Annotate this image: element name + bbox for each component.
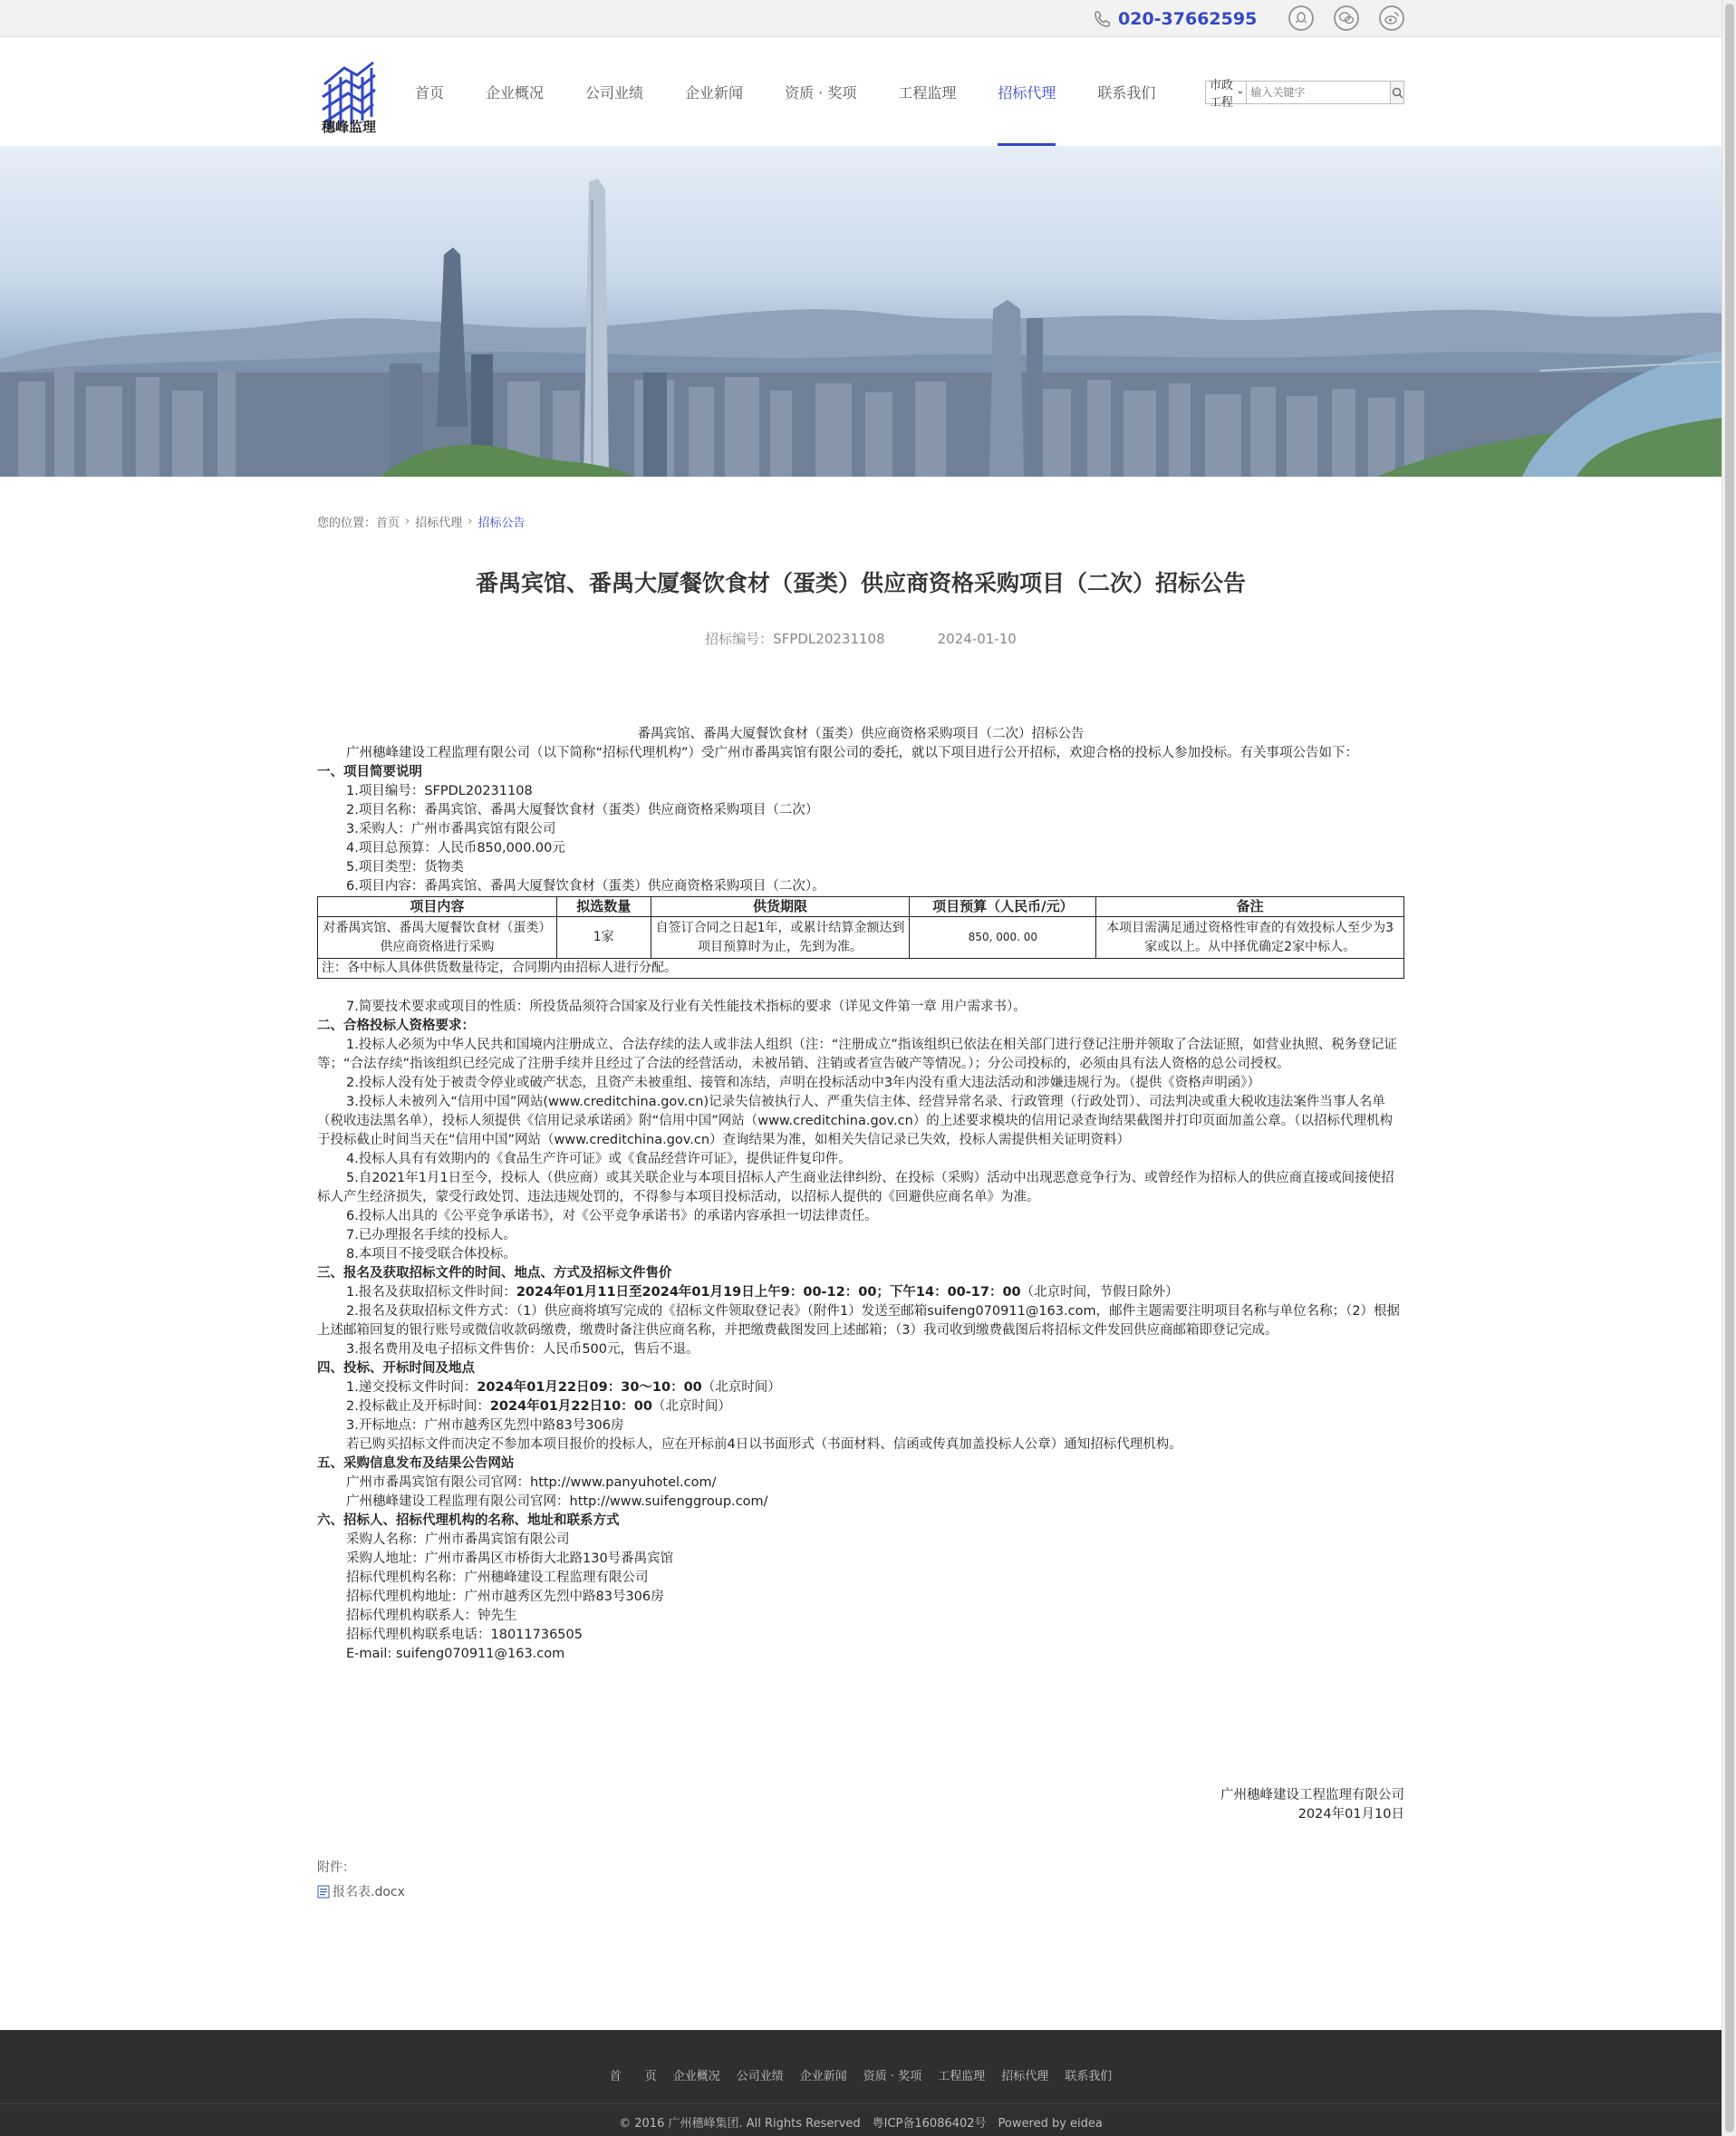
nav-qualifications-awards[interactable]: 资质 · 奖项 — [785, 83, 857, 101]
list-item: 2.项目名称：番禺宾馆、番禺大厦餐饮食材（蛋类）供应商资格采购项目（二次） — [346, 803, 819, 817]
top-bar — [0, 0, 1722, 37]
breadcrumb-tender-agency[interactable]: 招标代理 — [415, 517, 463, 530]
article-title: 番禺宾馆、番禺大厦餐饮食材（蛋类）供应商资格采购项目（二次）招标公告 — [475, 570, 1246, 596]
table-cell: 本项目需满足通过资格性审查的有效投标人至少为3家或以上。从中择优确定2家中标人。 — [1096, 917, 1404, 959]
footer-link-company-news[interactable]: 企业新闻 — [799, 2070, 847, 2083]
footer-link-tender-agency[interactable]: 招标代理 — [1001, 2070, 1049, 2083]
article-body — [317, 725, 1404, 1664]
list-item: 采购人名称：广州市番禺宾馆有限公司 — [346, 1532, 570, 1547]
site-header — [0, 37, 1722, 146]
phone-number: 020-37662595 — [1118, 9, 1258, 29]
breadcrumb-current[interactable]: 招标公告 — [477, 517, 526, 530]
list-item: 5.项目类型：货物类 — [346, 860, 464, 875]
chevron-right-icon: › — [468, 515, 473, 528]
nav-company-overview[interactable]: 企业概况 — [486, 83, 545, 101]
breadcrumb-home[interactable]: 首页 — [376, 517, 400, 530]
list-item: E-mail: suifeng070911@163.com — [346, 1647, 565, 1661]
wechat-icon[interactable] — [1334, 5, 1359, 31]
footer-link-engineering-supervision[interactable]: 工程监理 — [938, 2070, 986, 2083]
list-item: 3.报名费用及电子招标文件售价：人民币500元，售后不退。 — [346, 1342, 699, 1357]
body-title: 番禺宾馆、番禺大厦餐饮食材（蛋类）供应商资格采购项目（二次）招标公告 — [637, 727, 1085, 741]
website-link[interactable]: 广州市番禺宾馆有限公司官网：http://www.panyuhotel.com/ — [346, 1475, 717, 1490]
list-item: 3.开标地点：广州市越秀区先烈中路83号306房 — [346, 1418, 624, 1433]
table-row — [318, 917, 1404, 959]
footer-nav — [0, 2066, 1722, 2083]
list-item: 招标代理机构联系电话：18011736505 — [346, 1628, 583, 1642]
list-item: 8.本项目不接受联合体投标。 — [346, 1247, 516, 1261]
list-item: 2.投标截止及开标时间：2024年01月22日10：00（北京时间） — [346, 1399, 731, 1414]
nav-home[interactable]: 首页 — [415, 83, 445, 101]
list-item: 5.自2021年1月1日至今，投标人（供应商）或其关联企业与本项目招标人产生商业法律纠纷、在投标（采购）活动中出现恶意竞争行为、或曾经作为招标人的供应商直接或间接使招标人产生经济损失，蒙受行政处罚、违法违规处罚的，不得参与本项目投标活动，以招标人提供的《回避供应商名单》为准。 — [317, 1171, 1394, 1204]
attachment-filename: 报名表.docx — [333, 1885, 405, 1899]
list-item: 若已购买招标文件而决定不参加本项目报价的投标人，应在开标前4日以书面形式（书面材料、信函或传真加盖投标人公章）通知招标代理机构。 — [346, 1437, 1182, 1452]
document-icon — [317, 1885, 331, 1899]
list-item: 6.投标人出具的《公平竞争承诺书》，对《公平竞争承诺书》的承诺内容承担一切法律责任。 — [346, 1209, 878, 1223]
search-box — [1205, 79, 1404, 110]
page-scrollbar[interactable] — [1722, 0, 1736, 2136]
breadcrumb-prefix: 您的位置： — [317, 517, 377, 530]
table-note: 注：各中标人具体供货数量待定，合同期内由招标人进行分配。 — [318, 959, 1404, 979]
list-item: 1.报名及获取招标文件时间：2024年01月11日至2024年01月19日上午9：00-12：00；下午14：00-17：00（北京时间，节假日除外） — [346, 1285, 1179, 1300]
section-heading: 五、采购信息发布及结果公告网站 — [317, 1456, 515, 1471]
article-code: 招标编号：SFPDL20231108 — [705, 631, 885, 647]
nav-contact-us[interactable]: 联系我们 — [1097, 83, 1156, 101]
site-footer — [0, 2030, 1722, 2136]
qq-icon[interactable] — [1288, 5, 1314, 31]
section-heading: 六、招标人、招标代理机构的名称、地址和联系方式 — [317, 1513, 620, 1528]
article-meta — [317, 629, 1404, 648]
section-heading: 三、报名及获取招标文件的时间、地点、方式及招标文件售价 — [317, 1266, 672, 1281]
attachment-label: 附件： — [317, 1861, 355, 1875]
list-item: 1.项目编号：SFPDL20231108 — [346, 784, 533, 798]
nav-engineering-supervision[interactable]: 工程监理 — [898, 83, 957, 101]
list-item: 3.采购人：广州市番禺宾馆有限公司 — [346, 822, 556, 836]
list-item: 采购人地址：广州市番禺区市桥街大北路130号番禺宾馆 — [346, 1551, 674, 1566]
list-item: 6.项目内容：番禺宾馆、番禺大厦餐饮食材（蛋类）供应商资格采购项目（二次）。 — [346, 879, 825, 894]
list-item: 招标代理机构名称：广州穗峰建设工程监理有限公司 — [346, 1571, 649, 1585]
section-heading: 一、项目简要说明 — [317, 765, 422, 779]
chevron-down-icon — [1238, 90, 1242, 95]
list-item: 4.投标人具有有效期内的《食品生产许可证》或《食品经营许可证》，提供证件复印件。 — [346, 1152, 852, 1166]
search-icon — [1392, 87, 1403, 99]
website-link[interactable]: 广州穗峰建设工程监理有限公司官网：http://www.suifenggroup.com/ — [346, 1494, 768, 1509]
project-table — [317, 896, 1404, 979]
attachment-link[interactable] — [317, 1882, 405, 1900]
phone-contact[interactable] — [1093, 7, 1257, 31]
nav-tender-agency[interactable]: 招标代理 — [998, 37, 1056, 146]
list-item: 2.投标人没有处于被责令停业或破产状态，且资产未被重组、接管和冻结，声明在投标活动中3年内没有重大违法活动和涉嫌违规行为。（提供《资格声明函》） — [346, 1076, 1261, 1090]
table-header: 拟选数量 — [556, 897, 651, 917]
intro-paragraph: 广州穗峰建设工程监理有限公司（以下简称“招标代理机构”）受广州市番禺宾馆有限公司的委托，就以下项目进行公开招标，欢迎合格的投标人参加投标。有关事项公告如下： — [346, 746, 1359, 760]
table-cell: 自签订合同之日起1年，或累计结算金额达到项目预算时为止，先到为准。 — [651, 917, 910, 959]
weibo-icon[interactable] — [1379, 5, 1404, 31]
list-item: 7.简要技术要求或项目的性质：所投货品须符合国家及行业有关性能技术指标的要求（详见文件第一章 用户需求书）。 — [346, 1000, 1027, 1014]
signature-company: 广州穗峰建设工程监理有限公司 — [1220, 1788, 1404, 1803]
footer-link-home[interactable]: 首 页 — [609, 2070, 657, 2083]
table-header: 项目内容 — [318, 897, 557, 917]
logo-text: 穗峰监理 — [321, 119, 376, 135]
search-category-select[interactable]: 市政工程 — [1206, 82, 1247, 103]
table-header: 项目预算（人民币/元） — [910, 897, 1096, 917]
list-item: 4.项目总预算：人民币850,000.00元 — [346, 841, 565, 855]
section-heading: 二、合格投标人资格要求： — [317, 1019, 475, 1033]
city-skyline-banner — [0, 146, 1722, 477]
list-item: 招标代理机构联系人：钟先生 — [346, 1609, 517, 1623]
article-date: 2024-01-10 — [937, 631, 1017, 647]
footer-link-company-overview[interactable]: 企业概况 — [672, 2070, 720, 2083]
table-header-row — [318, 897, 1404, 917]
footer-copyright: © 2016 广州穗峰集团. All Rights Reserved 粤ICP备16086402号 Powered by eidea — [619, 2117, 1103, 2131]
list-item: 1.投标人必须为中华人民共和国境内注册成立、合法存续的法人或非法人组织（注：“注册成立”指该组织已依法在相关部门进行登记注册并领取了合法证照，如营业执照、税务登记证等；“合法存续”指该组织已经完成了注册手续并且经过了合法的经营活动，未被吊销、注销或者宣告破产等情况。）；分公司投标的，必须由具有法人资格的总公司授权。 — [317, 1038, 1397, 1071]
nav-company-news[interactable]: 企业新闻 — [685, 83, 744, 101]
footer-link-company-performance[interactable]: 公司业绩 — [736, 2070, 784, 2083]
list-item: 2.报名及获取招标文件方式：（1）供应商将填写完成的《招标文件领取登记表》（附件1）发送至邮箱suifeng070911@163.com，邮件主题需要注明项目名称与单位名称；（2）根据上述邮箱回复的银行账号或微信收款码缴费，缴费时备注供应商名称，并把缴费截图发回上述邮箱；（3）我司收到缴费截图后将招标文件发回供应商邮箱即登记完成。 — [317, 1304, 1401, 1338]
scrollbar-thumb[interactable] — [1725, 4, 1734, 2132]
list-item: 招标代理机构地址：广州市越秀区先烈中路83号306房 — [346, 1590, 664, 1604]
nav-company-performance[interactable]: 公司业绩 — [585, 83, 644, 101]
table-cell: 850, 000. 00 — [910, 917, 1096, 959]
list-item: 7.已办理报名手续的投标人。 — [346, 1228, 516, 1242]
table-header: 备注 — [1096, 897, 1404, 917]
footer-link-contact-us[interactable]: 联系我们 — [1065, 2070, 1113, 2083]
search-button[interactable] — [1390, 82, 1403, 103]
list-item: 1.递交投标文件时间：2024年01月22日09：30～10：00（北京时间） — [346, 1380, 781, 1395]
footer-divider — [0, 2103, 1722, 2104]
footer-link-qualifications-awards[interactable]: 资质 · 奖项 — [863, 2070, 922, 2083]
list-item: 3.投标人未被列入“信用中国”网站(www.creditchina.gov.cn)记录失信被执行人、严重失信主体、经营异常名录、行政管理（行政处罚）、司法判决或重大税收违法案件当事人名单（税收违法黑名单），投标人须提供《信用记录承诺函》附“信用中国”网站（www.creditchina.gov.cn）的上述要求模块的信用记录查询结果截图并打印页面加盖公章。（以招标代理机构于投标截止时间当天在“信用中国”网站（www.creditchina.gov.cn）查询结果为准，如相关失信记录已失效，投标人需提供相关证明资料） — [317, 1095, 1394, 1147]
search-input[interactable] — [1247, 82, 1390, 103]
signature-block — [317, 1786, 1404, 1824]
phone-icon — [1093, 9, 1113, 29]
table-cell: 1家 — [556, 917, 651, 959]
main-nav — [399, 37, 1155, 146]
signature-date: 2024年01月10日 — [1297, 1807, 1404, 1822]
section-heading: 四、投标、开标时间及地点 — [317, 1361, 475, 1376]
table-cell: 对番禺宾馆、番禺大厦餐饮食材（蛋类）供应商资格进行采购 — [318, 917, 557, 959]
chevron-right-icon: › — [405, 515, 410, 528]
breadcrumb — [317, 513, 525, 530]
spacer — [317, 979, 1404, 998]
table-header: 供货期限 — [651, 897, 910, 917]
table-note-row — [318, 959, 1404, 979]
